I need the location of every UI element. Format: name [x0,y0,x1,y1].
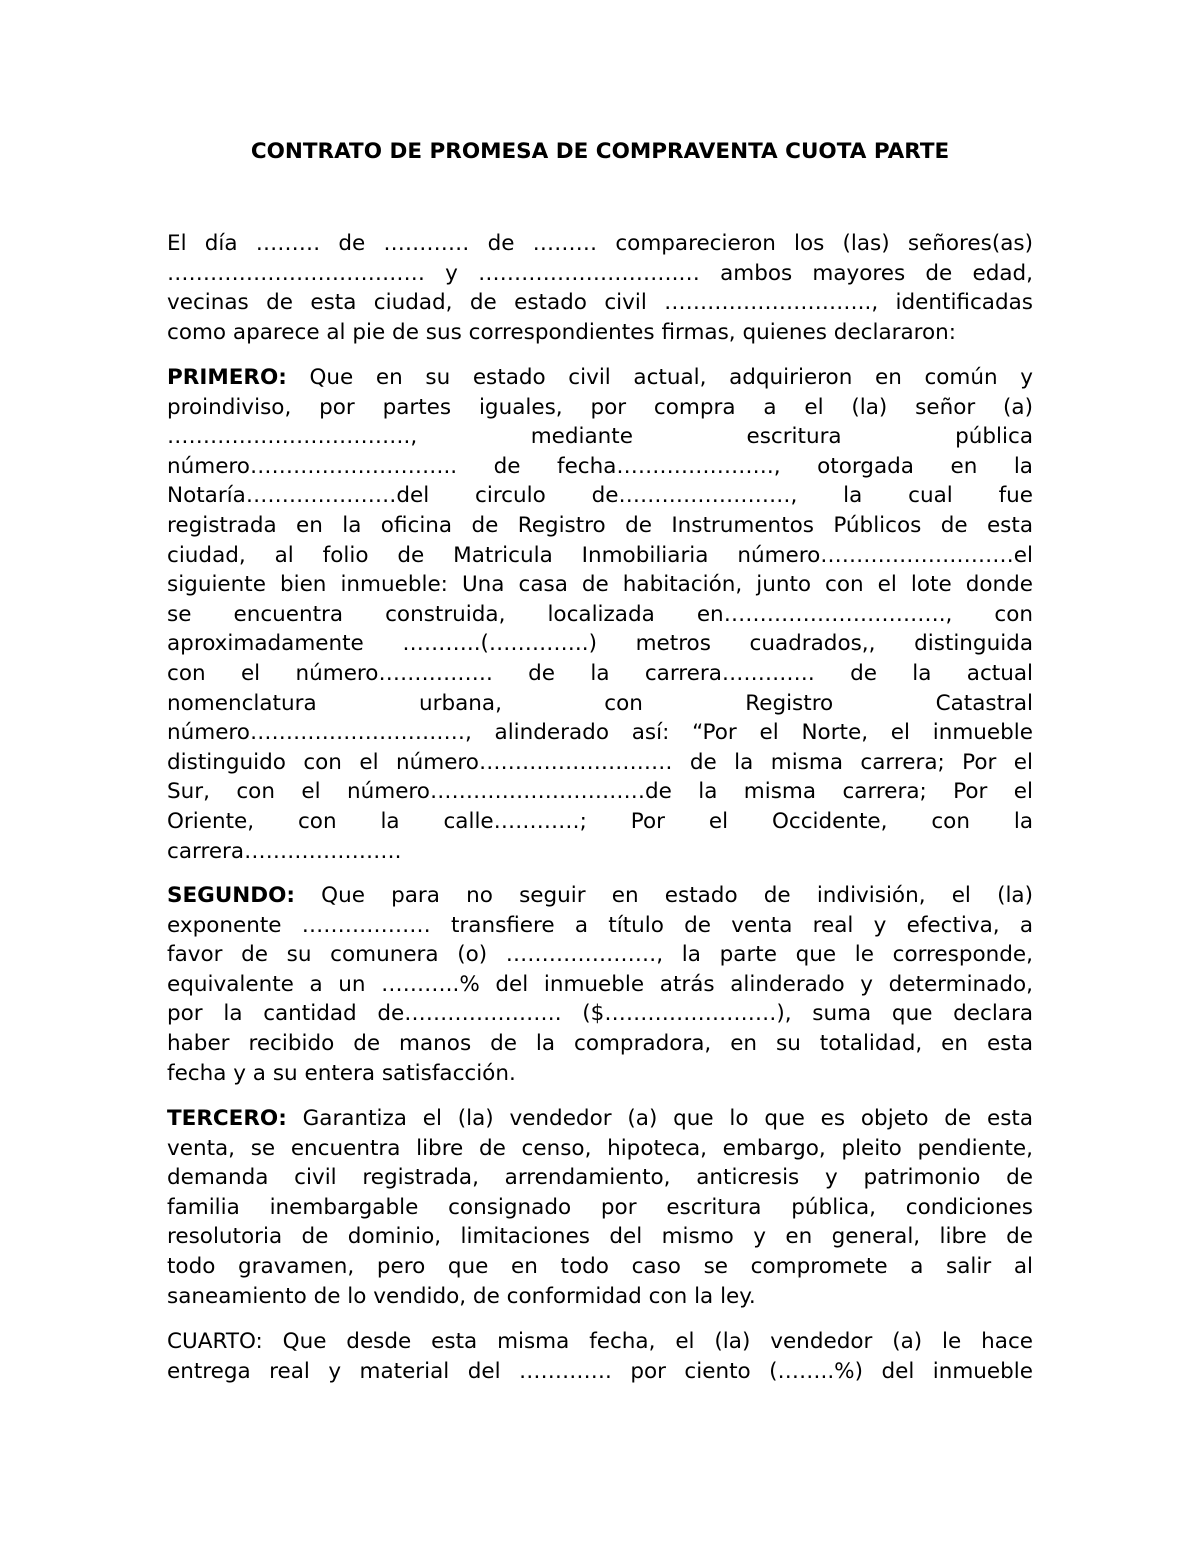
clause-line [167,1104,1033,1134]
clause-line: con el número……………. de la carrera…………. de la actual [167,660,1033,686]
clause-line-text: Que en su estado civil actual, adquirieron en común y [286,365,1033,390]
clause-line: Notaría…………………del circulo de……………………, la cual fue [167,483,1033,509]
clause-line [167,363,1033,393]
clause-primero [167,363,1033,866]
clause-line: distinguido con el número……………………… de la misma carrera; Por el [167,749,1033,775]
clause-line: equivalente a un ………..% del inmueble atrás alinderado y determinado, [167,971,1033,997]
clause-line: resolutoria de dominio, limitaciones del mismo y en general, libre de [167,1224,1033,1250]
clause-segundo [167,881,1033,1088]
clause-line: aproximadamente ………..(…………..) metros cuadrados,, distinguida [167,631,1033,657]
intro-line: vecinas de esta ciudad, de estado civil ……………………….., identificadas [167,290,1033,316]
clause-line: número……………………….. de fecha…………………., otorgada en la [167,453,1033,479]
clause-line: se encuentra construida, localizada en…………………………., con [167,601,1033,627]
clause-line: Sur, con el número…………………………de la misma carrera; Por el [167,779,1033,805]
clause-line: entrega real y material del …………. por ciento (……..%) del inmueble [167,1358,1033,1384]
clause-line-text: Que para no seguir en estado de indivisión, el (la) [295,883,1033,908]
intro-line: El día ……… de ………… de ……… comparecieron los (las) señores(as) [167,231,1033,256]
intro-paragraph [167,229,1033,347]
clause-line: carrera…………………. [167,838,402,864]
clause-heading: SEGUNDO: [167,883,295,908]
clause-line: todo gravamen, pero que en todo caso se compromete a salir al [167,1253,1033,1279]
clause-line: CUARTO: Que desde esta misma fecha, el (la) vendedor (a) le hace [167,1329,1033,1354]
clause-line: ……………………………., mediante escritura pública [167,424,1033,450]
intro-line: ……………………………… y ……………………….… ambos mayores de edad, [167,260,1033,286]
clause-line: siguiente bien inmueble: Una casa de habitación, junto con el lote donde [167,572,1033,598]
clause-line: favor de su comunera (o) …………………, la parte que le corresponde, [167,942,1033,968]
clause-line: proindiviso, por partes iguales, por compra a el (la) señor (a) [167,394,1033,420]
clause-line: Oriente, con la calle…………; Por el Occidente, con la [167,808,1033,834]
clause-line: registrada en la oficina de Registro de Instrumentos Públicos de esta [167,512,1033,538]
document-title: CONTRATO DE PROMESA DE COMPRAVENTA CUOTA PARTE [250,139,950,164]
clause-heading: PRIMERO: [167,365,287,390]
clause-line: nomenclatura urbana, con Registro Catastral [167,690,1033,716]
clause-line: haber recibido de manos de la compradora, en su totalidad, en esta [167,1030,1033,1056]
clause-line: por la cantidad de…………………. ($……………………), suma que declara [167,1001,1033,1027]
clause-line: venta, se encuentra libre de censo, hipoteca, embargo, pleito pendiente, [167,1135,1033,1161]
clause-line: saneamiento de lo vendido, de conformidad con la ley. [167,1283,756,1309]
clause-line: ciudad, al folio de Matricula Inmobiliaria número………………………el [167,542,1033,568]
clause-cuarto [167,1327,1033,1386]
clause-line: fecha y a su entera satisfacción. [167,1060,516,1086]
clause-line [167,881,1033,911]
clause-line: número…………………………, alinderado así: “Por el Norte, el inmueble [167,720,1033,746]
clause-heading: TERCERO: [167,1106,287,1131]
clause-line: exponente ……………… transfiere a título de venta real y efectiva, a [167,912,1033,938]
clause-line: demanda civil registrada, arrendamiento, anticresis y patrimonio de [167,1165,1033,1191]
clause-line-text: Garantiza el (la) vendedor (a) que lo que es objeto de esta [286,1106,1033,1131]
clause-line: familia inembargable consignado por escritura pública, condiciones [167,1194,1033,1220]
clause-tercero [167,1104,1033,1311]
intro-line: como aparece al pie de sus correspondientes firmas, quienes declararon: [167,319,957,345]
